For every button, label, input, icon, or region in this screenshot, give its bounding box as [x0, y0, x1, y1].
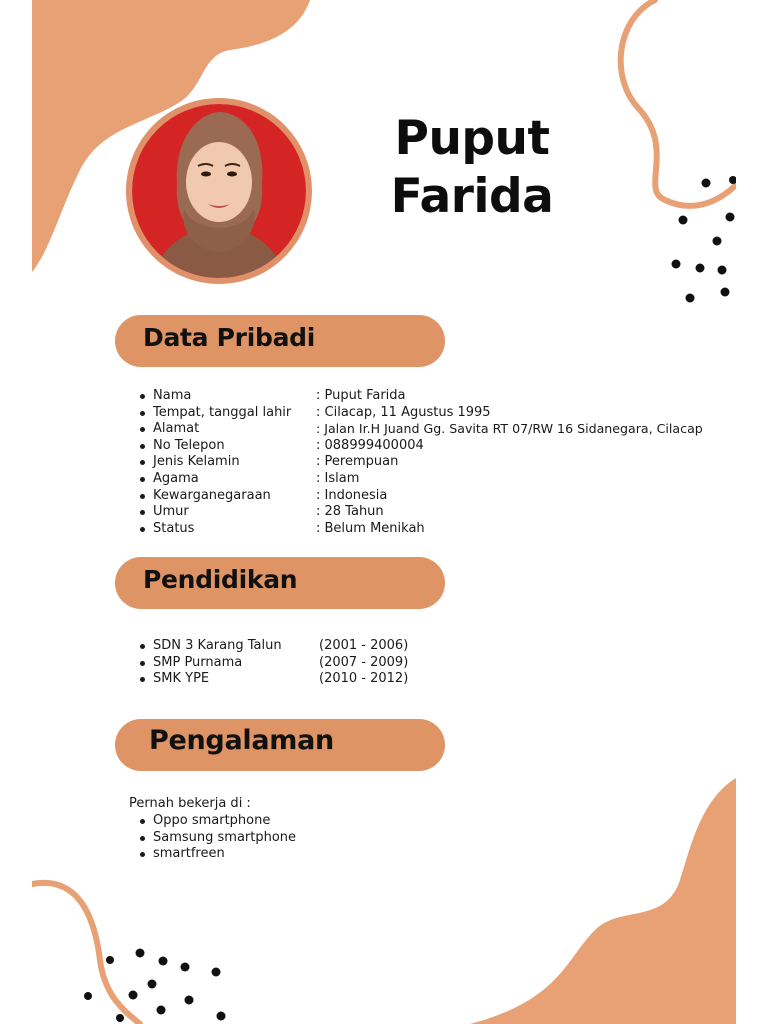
bullet: [140, 411, 145, 416]
name-last: Farida: [390, 169, 554, 224]
item-label: Kewarganegaraan: [153, 487, 271, 503]
company-name: Samsung smartphone: [153, 829, 297, 845]
item-label: Jenis Kelamin: [153, 454, 240, 470]
item-label: Tempat, tanggal lahir: [153, 404, 292, 420]
bullet: [140, 444, 145, 449]
section-title-personal: Data Pribadi: [143, 323, 315, 352]
school-years: (2001 - 2006): [319, 638, 409, 653]
bullet: [140, 836, 145, 841]
bullet: [140, 477, 145, 482]
section-header-experience: [115, 719, 445, 771]
company-name: Oppo smartphone: [153, 813, 271, 828]
item-label: No Telepon: [153, 437, 225, 453]
school-years: (2010 - 2012): [319, 671, 409, 687]
item-value: : 28 Tahun: [316, 504, 384, 520]
right-margin: [736, 0, 768, 1024]
section-header-education: [115, 557, 445, 609]
item-value: : Perempuan: [316, 454, 399, 470]
item-value: : Belum Menikah: [316, 520, 425, 536]
item-value: : Islam: [316, 470, 360, 486]
bullet: [140, 819, 145, 824]
bullet: [140, 494, 145, 499]
item-label: Status: [153, 520, 195, 536]
bullet: [140, 644, 145, 649]
company-name: smartfreen: [153, 846, 225, 862]
item-label: Umur: [153, 504, 189, 520]
left-margin: [0, 0, 32, 1024]
profile-photo: [132, 104, 306, 278]
item-value: : Jalan Ir.H Juand Gg. Savita RT 07/RW 16 Sidanegara, Cilacap: [316, 421, 703, 437]
bullet: [140, 661, 145, 666]
bullet: [140, 394, 145, 399]
school-name: SDN 3 Karang Talun: [153, 638, 282, 653]
school-years: (2007 - 2009): [319, 654, 409, 670]
profile-photo-frame: [126, 98, 312, 284]
school-name: SMP Purnama: [153, 654, 243, 670]
person-name: [372, 110, 572, 226]
name-first: Puput: [394, 111, 550, 166]
bottom-left-curve: [32, 883, 140, 1024]
item-value: : Cilacap, 11 Agustus 1995: [316, 404, 491, 420]
school-name: SMK YPE: [153, 671, 210, 687]
item-label: Alamat: [153, 421, 200, 437]
item-value: : Indonesia: [316, 487, 388, 503]
experience-intro: Pernah bekerja di :: [129, 796, 251, 811]
bottom-right-blob: [470, 778, 736, 1024]
top-right-curve: [621, 0, 736, 206]
section-header-personal: [115, 315, 445, 367]
item-value: : 088999400004: [316, 437, 424, 453]
item-label: Agama: [153, 470, 199, 486]
section-title-education: Pendidikan: [143, 565, 298, 594]
section-title-experience: Pengalaman: [149, 725, 334, 756]
item-label: Nama: [153, 388, 192, 403]
bullet: [140, 527, 145, 532]
item-value: : Puput Farida: [316, 388, 406, 403]
